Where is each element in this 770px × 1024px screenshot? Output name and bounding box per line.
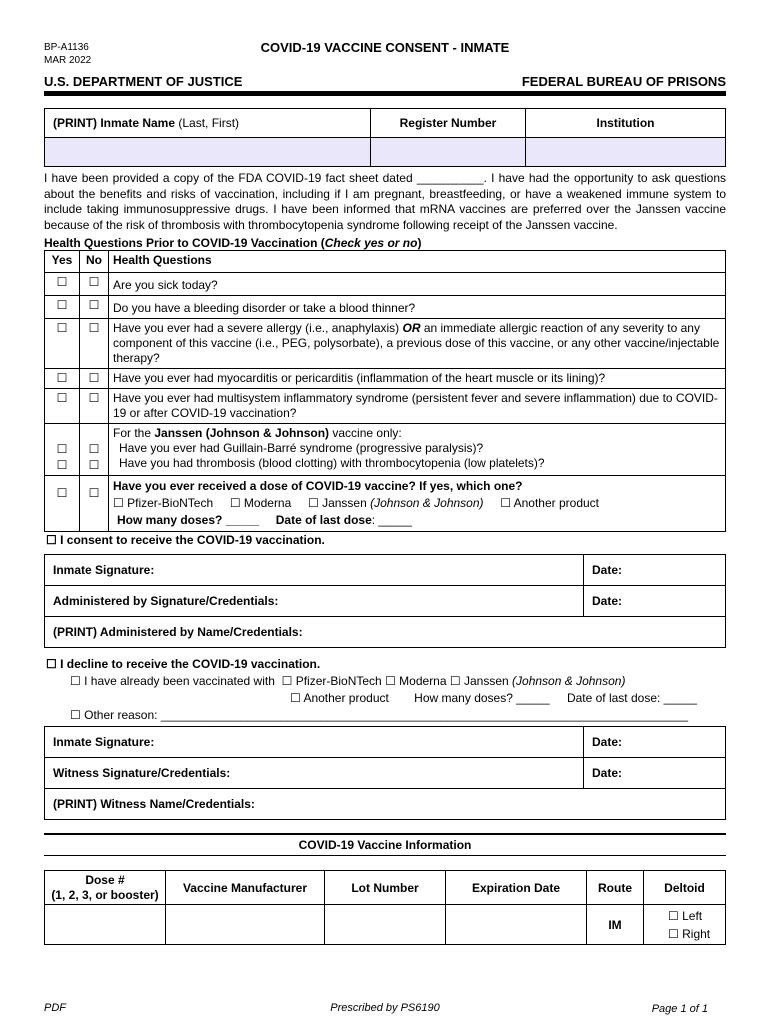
form-code: BP-A1136 xyxy=(44,42,89,53)
inmate-signature-field[interactable]: Inmate Signature: xyxy=(45,555,584,586)
dose-field[interactable] xyxy=(45,905,166,945)
question-row xyxy=(45,273,726,296)
another-product-label: Another product xyxy=(513,496,600,510)
janssen-intro: For the Janssen (Johnson & Johnson) vaccine only: xyxy=(113,426,402,440)
question-row xyxy=(45,424,726,476)
page-number: Page 1 of 1 xyxy=(651,1003,708,1015)
witness-signature-field[interactable]: Witness Signature/Credentials: xyxy=(45,758,584,789)
decline-pfizer-label: Pfizer-BioNTech xyxy=(295,674,382,688)
prior-dose-question: Have you ever received a dose of COVID-19 vaccine? If yes, which one? xyxy=(113,479,523,493)
yes-checkbox[interactable]: ☐ xyxy=(45,319,80,369)
decline-checkbox[interactable]: ☐ xyxy=(46,657,57,671)
intro-paragraph: I have been provided a copy of the FDA COVID-19 fact sheet dated __________. I have had the opportunity to ask questions about the benefits and risks of vaccination, including if I am pregnant, breastfeeding, or have a weakened immune system to include taking immunosuppressive drugs. I have been informed that mRNA vaccines are preferred over the Janssen vaccine because of the risk of thrombosis with thrombocytopenia syndrome following receipt of the Janssen vaccine. xyxy=(44,171,726,232)
inmate-name-field[interactable] xyxy=(45,138,371,167)
form-date: MAR 2022 xyxy=(44,55,92,66)
doses-count-field[interactable]: How many doses? _____ xyxy=(117,513,260,527)
question-text xyxy=(109,424,726,476)
already-vaccinated-checkbox[interactable]: ☐ xyxy=(70,674,81,688)
question-row xyxy=(45,369,726,389)
no-checkbox[interactable]: ☐ xyxy=(80,319,109,369)
decline-option xyxy=(46,657,320,671)
no-checkbox[interactable]: ☐ xyxy=(80,476,109,532)
register-number-field[interactable] xyxy=(371,138,526,167)
yes-checkbox[interactable]: ☐ xyxy=(45,273,80,296)
prior-vaccine-options xyxy=(113,495,721,512)
lot-number-header: Lot Number xyxy=(325,871,446,905)
decline-pfizer-checkbox[interactable]: ☐ xyxy=(281,674,293,688)
pfizer-label: Pfizer-BioNTech xyxy=(127,496,214,510)
administered-name-field[interactable]: (PRINT) Administered by Name/Credentials: xyxy=(45,617,726,648)
witness-date-field[interactable]: Date: xyxy=(584,758,726,789)
yes-checkbox[interactable]: ☐ xyxy=(45,389,80,424)
question-text xyxy=(109,476,726,532)
other-reason-field[interactable]: Other reason: _______________________________________________________________________________ xyxy=(84,708,689,722)
dose-header: Dose # (1, 2, 3, or booster) xyxy=(45,871,166,905)
no-checkbox[interactable]: ☐ xyxy=(80,273,109,296)
decline-janssen-label: Janssen (Johnson & Johnson) xyxy=(464,674,626,688)
other-reason-line xyxy=(70,708,688,722)
form-title: COVID-19 VACCINE CONSENT - INMATE xyxy=(260,40,510,55)
question-row xyxy=(45,296,726,319)
moderna-label: Moderna xyxy=(243,496,292,510)
expiration-date-field[interactable] xyxy=(446,905,587,945)
institution-field[interactable] xyxy=(526,138,726,167)
yes-column-header: Yes xyxy=(45,251,80,273)
inmate-name-header: (PRINT) Inmate Name (Last, First) xyxy=(45,109,371,138)
vaccine-info-bottom-rule xyxy=(44,855,726,856)
decline-signature-table xyxy=(44,726,726,820)
decline-another-checkbox[interactable]: ☐ xyxy=(290,691,301,705)
institution-header: Institution xyxy=(526,109,726,138)
right-deltoid-label: Right xyxy=(682,926,711,941)
decline-moderna-checkbox[interactable]: ☐ xyxy=(385,674,396,688)
another-product-checkbox[interactable]: ☐ xyxy=(500,496,511,510)
janssen-label: Janssen (Johnson & Johnson) xyxy=(322,496,484,510)
manufacturer-field[interactable] xyxy=(166,905,325,945)
no-checkbox[interactable]: ☐ xyxy=(88,458,100,472)
no-checkbox[interactable]: ☐ xyxy=(80,296,109,319)
decline-another-label: Another product xyxy=(303,691,389,705)
pfizer-checkbox[interactable]: ☐ xyxy=(113,496,124,510)
vaccine-info-table xyxy=(44,870,726,945)
bureau-name: FEDERAL BUREAU OF PRISONS xyxy=(521,74,726,89)
decline-details-line xyxy=(290,691,697,705)
no-column-header: No xyxy=(80,251,109,273)
left-deltoid-checkbox[interactable]: ☐ xyxy=(668,908,679,923)
vaccine-info-top-rule xyxy=(44,833,726,835)
yes-checkbox[interactable]: ☐ xyxy=(56,442,68,456)
route-value: IM xyxy=(587,905,644,945)
consent-signature-table xyxy=(44,554,726,648)
question-row xyxy=(45,389,726,424)
consent-label: I consent to receive the COVID-19 vaccination. xyxy=(60,533,325,547)
deltoid-header: Deltoid xyxy=(644,871,726,905)
question-text: Have you ever had multisystem inflammatory syndrome (persistent fever and severe inflammation) due to COVID-19 or after COVID-19 vaccination? xyxy=(109,389,726,424)
footer-center: Prescribed by PS6190 xyxy=(330,1002,440,1014)
thrombosis-question: Have you had thrombosis (blood clotting) with thrombocytopenia (low platelets)? xyxy=(119,456,545,470)
expiration-date-header: Expiration Date xyxy=(446,871,587,905)
decline-janssen-checkbox[interactable]: ☐ xyxy=(449,674,461,688)
footer-left: PDF xyxy=(44,1002,66,1014)
administered-date-field[interactable]: Date: xyxy=(584,586,726,617)
no-checkbox[interactable]: ☐ xyxy=(80,369,109,389)
question-text: Have you ever had a severe allergy (i.e., anaphylaxis) OR an immediate allergic reaction of any severity to any component of this vaccine (i.e., PEG, polysorbate), a previous dose of this vaccine, or any other vaccine/injectable therapy? xyxy=(109,319,726,369)
consent-option xyxy=(46,533,325,547)
decline-inmate-signature-field[interactable]: Inmate Signature: xyxy=(45,727,584,758)
moderna-checkbox[interactable]: ☐ xyxy=(229,496,241,510)
already-vaccinated-line xyxy=(70,674,625,688)
other-reason-checkbox[interactable]: ☐ xyxy=(70,708,81,722)
already-vaccinated-label: I have already been vaccinated with xyxy=(84,674,275,688)
witness-name-field[interactable]: (PRINT) Witness Name/Credentials: xyxy=(45,789,726,820)
decline-label: I decline to receive the COVID-19 vaccination. xyxy=(60,657,321,671)
janssen-checkbox[interactable]: ☐ xyxy=(307,496,319,510)
question-text: Have you ever had myocarditis or pericarditis (inflammation of the heart muscle or its lining)? xyxy=(109,369,726,389)
question-text: Do you have a bleeding disorder or take a blood thinner? xyxy=(109,296,726,319)
left-deltoid-label: Left xyxy=(682,908,703,923)
question-text: Are you sick today? xyxy=(109,273,726,296)
question-row xyxy=(45,476,726,532)
health-questions-table xyxy=(44,250,726,532)
header-rule xyxy=(44,91,726,96)
decline-date-field[interactable]: Date: xyxy=(584,727,726,758)
deltoid-options xyxy=(644,905,726,945)
yes-checkbox[interactable]: ☐ xyxy=(45,476,80,532)
last-dose-date-field[interactable]: Date of last dose: _____ xyxy=(275,513,412,527)
questions-column-header: Health Questions xyxy=(109,251,726,273)
yes-checkbox[interactable]: ☐ xyxy=(45,296,80,319)
yes-checkbox[interactable]: ☐ xyxy=(45,369,80,389)
guillain-barre-question: Have you ever had Guillain-Barré syndrome (progressive paralysis)? xyxy=(119,441,484,455)
right-deltoid-checkbox[interactable]: ☐ xyxy=(668,926,679,941)
decline-doses-field[interactable]: How many doses? _____ xyxy=(414,691,550,705)
administered-signature-field[interactable]: Administered by Signature/Credentials: xyxy=(45,586,584,617)
question-row xyxy=(45,319,726,369)
route-header: Route xyxy=(587,871,644,905)
yes-checkbox[interactable]: ☐ xyxy=(56,458,68,472)
no-checkbox[interactable]: ☐ xyxy=(80,389,109,424)
decline-last-dose-field[interactable]: Date of last dose: _____ xyxy=(566,691,698,705)
register-number-header: Register Number xyxy=(371,109,526,138)
lot-number-field[interactable] xyxy=(325,905,446,945)
inmate-info-table xyxy=(44,108,726,167)
decline-moderna-label: Moderna xyxy=(399,674,447,688)
consent-date-field[interactable]: Date: xyxy=(584,555,726,586)
department-name: U.S. DEPARTMENT OF JUSTICE xyxy=(44,74,243,89)
no-checkbox[interactable]: ☐ xyxy=(88,442,100,456)
consent-checkbox[interactable]: ☐ xyxy=(46,533,57,547)
health-questions-heading: Health Questions Prior to COVID-19 Vaccination (Check yes or no) xyxy=(44,236,422,250)
prior-dose-details xyxy=(113,512,721,529)
vaccine-info-title: COVID-19 Vaccine Information xyxy=(298,838,472,852)
manufacturer-header: Vaccine Manufacturer xyxy=(166,871,325,905)
